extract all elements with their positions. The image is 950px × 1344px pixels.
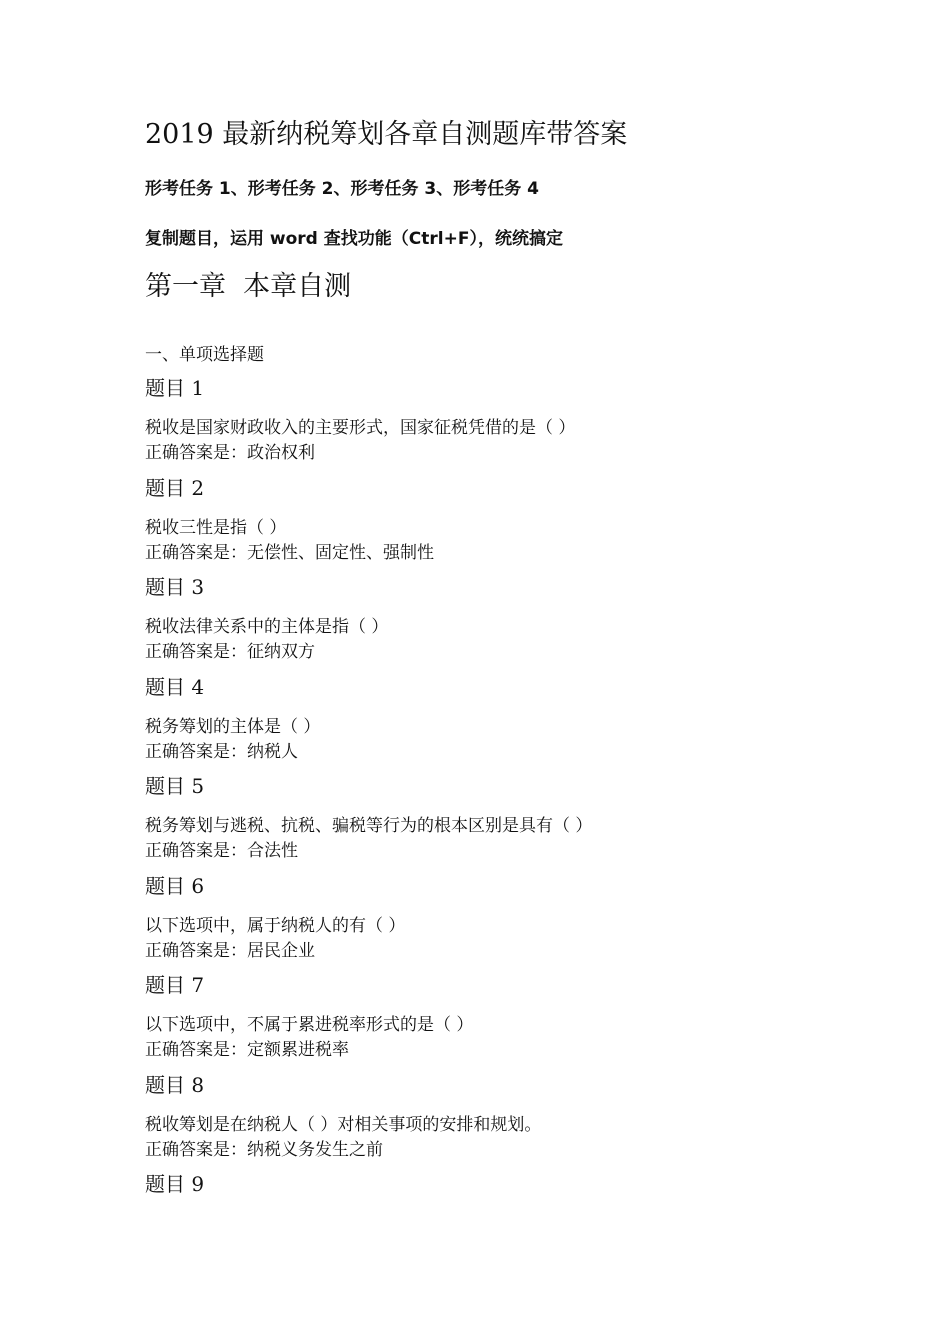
question-item <box>145 1168 905 1268</box>
question-text: 税收是国家财政收入的主要形式，国家征税凭借的是（ ） <box>145 418 576 438</box>
answer-prefix: 正确答案是： <box>145 841 247 861</box>
answer-prefix: 正确答案是： <box>145 940 247 961</box>
question-label: 题目 5 <box>145 774 205 798</box>
answer-prefix: 正确答案是： <box>145 741 247 762</box>
answer-prefix: 正确答案是： <box>145 443 247 463</box>
question-answer <box>145 836 298 861</box>
question-item <box>145 671 905 771</box>
subtitle-tip: 复制题目，运用 word 查找功能（Ctrl+F），统统搞定 <box>145 229 563 249</box>
question-text: 税收三性是指（ ） <box>145 517 287 538</box>
subtitle-tasks: 形考任务 1、形考任务 2、形考任务 3、形考任务 4 <box>145 179 539 199</box>
answer-prefix: 正确答案是： <box>145 1139 247 1160</box>
question-answer <box>145 1135 383 1160</box>
answer-value: 定额累进税率 <box>247 1040 349 1060</box>
question-item <box>145 770 905 870</box>
section-heading: 一、单项选择题 <box>145 345 264 365</box>
answer-value: 居民企业 <box>247 940 315 961</box>
question-text: 以下选项中，不属于累进税率形式的是（ ） <box>145 1015 474 1035</box>
question-answer <box>145 538 434 563</box>
answer-value: 纳税义务发生之前 <box>247 1139 383 1160</box>
question-item <box>145 571 905 671</box>
chapter-title: 第一章 本章自测 <box>145 271 352 302</box>
answer-prefix: 正确答案是： <box>145 642 247 662</box>
question-label: 题目 1 <box>145 376 205 400</box>
question-item <box>145 870 905 970</box>
question-list <box>145 372 905 1268</box>
question-answer <box>145 936 315 961</box>
answer-value: 无偿性、固定性、强制性 <box>247 542 434 563</box>
question-item <box>145 372 905 472</box>
question-label: 题目 7 <box>145 973 205 997</box>
answer-prefix: 正确答案是： <box>145 542 247 563</box>
answer-prefix: 正确答案是： <box>145 1040 247 1060</box>
question-label: 题目 4 <box>145 674 205 699</box>
question-label: 题目 9 <box>145 1172 205 1196</box>
question-answer <box>145 1035 349 1060</box>
question-text: 税收筹划是在纳税人（ ）对相关事项的安排和规划。 <box>145 1114 542 1135</box>
question-item <box>145 472 905 572</box>
answer-value: 征纳双方 <box>247 642 315 662</box>
question-answer <box>145 637 315 662</box>
document-title: 2019 最新纳税筹划各章自测题库带答案 <box>145 119 628 150</box>
question-item <box>145 1069 905 1169</box>
question-answer <box>145 438 315 463</box>
question-label: 题目 3 <box>145 575 205 599</box>
question-text: 税收法律关系中的主体是指（ ） <box>145 617 389 637</box>
answer-value: 合法性 <box>247 841 298 861</box>
answer-value: 纳税人 <box>247 741 298 762</box>
question-text: 以下选项中，属于纳税人的有（ ） <box>145 915 406 936</box>
question-item <box>145 969 905 1069</box>
question-label: 题目 6 <box>145 873 205 898</box>
question-label: 题目 2 <box>145 475 205 500</box>
question-text: 税务筹划的主体是（ ） <box>145 716 321 737</box>
question-label: 题目 8 <box>145 1072 205 1097</box>
question-text: 税务筹划与逃税、抗税、骗税等行为的根本区别是具有（ ） <box>145 816 593 836</box>
question-answer <box>145 737 298 762</box>
answer-value: 政治权利 <box>247 443 315 463</box>
